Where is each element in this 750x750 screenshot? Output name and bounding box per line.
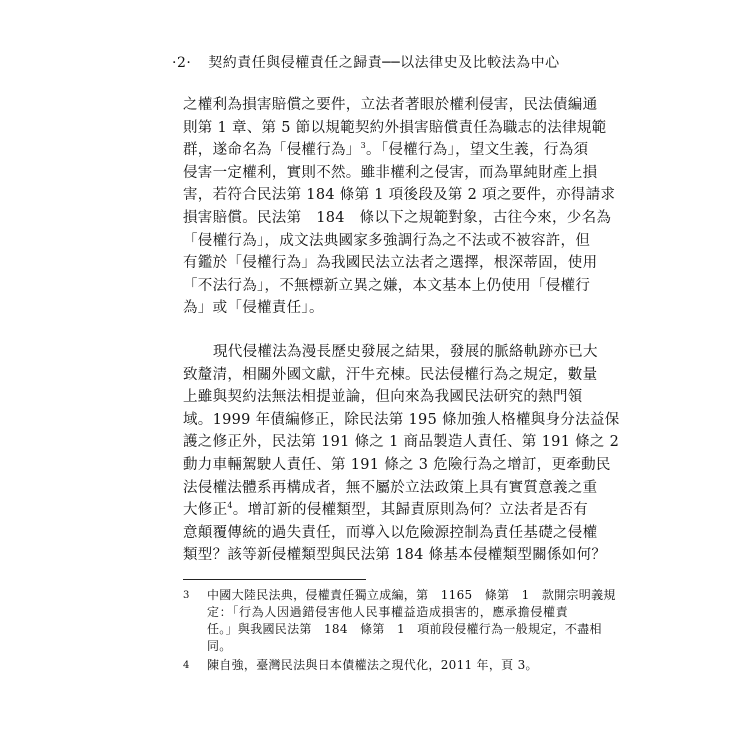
text-line [183,499,588,522]
text-line: 之權利為損害賠償之要件，立法者著眼於權利侵害，民法債編通 [183,97,598,113]
text-line: 「侵權行為」，成文法典國家多強調行為之不法或不被容許，但 [183,232,591,249]
text-line: 現代侵權法為漫長歷史發展之結果，發展的脈絡軌跡亦已大 [213,343,598,360]
footnotes [183,587,616,676]
text-line: 上雖與契約法無法相提並論，但向來為我國民法研究的熱門領 [183,389,583,406]
footnote-ref[interactable]: 4 [227,501,233,511]
page-number: ·2· [172,55,192,71]
footnote [183,587,616,655]
paragraph [183,341,620,567]
text-line: 致釐清，相關外國文獻，汗牛充棟。民法侵權行為之規定，數量 [183,366,598,383]
text-line: 則第 1 章、第 5 節以規範契約外損害賠償責任為職志的法律規範 [183,119,607,136]
text-line [183,139,589,162]
text-line: 類型？該等新侵權類型與民法第 184 條基本侵權類型關係如何？ [183,547,607,564]
footnote-line: 任。」與我國民法第 184 條第 1 項前段侵權行為一般規定，不盡相 [207,622,602,636]
text-line: 「不法行為」，不無標新立異之嫌，本文基本上仍使用「侵權行 [183,277,591,294]
text-line: 侵害一定權利，實則不然。雖非權利之侵害，而為單純財產上損 [183,164,598,181]
text-line: 有鑑於「侵權行為」為我國民法立法者之選擇，根深蒂固，使用 [183,255,598,272]
footnote [183,657,568,674]
text-line: 為」或「侵權責任」。 [183,300,324,317]
paragraph-gap [183,320,568,341]
footnote-line: 中國大陸民法典，侵權責任獨立成編，第 1165 條第 1 款開宗明義規 [207,588,616,602]
footnote-number: 4 [183,660,190,671]
text-segment: 。增訂新的侵權類型，其歸責原則為何？立法者是否有 [232,502,588,519]
footnote-line: 定：「行為人因過錯侵害他人民事權益造成損害的，應承擔侵權責 [207,605,568,619]
text-line: 意顛覆傳統的過失責任，而導入以危險源控制為責任基礎之侵權 [183,524,598,541]
text-line: 護之修正外，民法第 191 條之 1 商品製造人責任、第 191 條之 2 [183,434,620,451]
chapter-title: 契約責任與侵權責任之歸責──以法律史及比較法為中心 [208,55,560,71]
text-line: 動力車輛駕駛人責任、第 191 條之 3 危險行為之增訂，更牽動民 [183,456,611,473]
text-line: 害，若符合民法第 184 條第 1 項後段及第 2 項之要件，亦得請求 [183,187,616,204]
paragraph [183,94,616,320]
footnote-number: 3 [183,590,190,601]
text-line: 損害賠償。民法第 184 條以下之規範對象，古往今來，少名為 [183,209,612,226]
text-line: 域。1999 年債編修正，除民法第 195 條加強人格權與身分法益保 [183,411,620,428]
text-segment: 。「侵權行為」，望文生義，行為須 [366,142,589,159]
footnote-line: 陳自強，臺灣民法與日本債權法之現代化，2011 年，頁 3。 [207,658,538,672]
text-segment: 群，遂命名為「侵權行為」 [183,142,361,159]
text-segment: 大修正 [183,502,228,519]
footnote-divider [183,579,366,580]
footnote-line: 同。 [207,639,232,653]
footnote-ref[interactable]: 3 [360,141,366,151]
text-line: 法侵權法體系再構成者，無不屬於立法政策上具有實質意義之重 [183,479,598,496]
body-text [183,94,620,567]
running-header [172,54,612,72]
